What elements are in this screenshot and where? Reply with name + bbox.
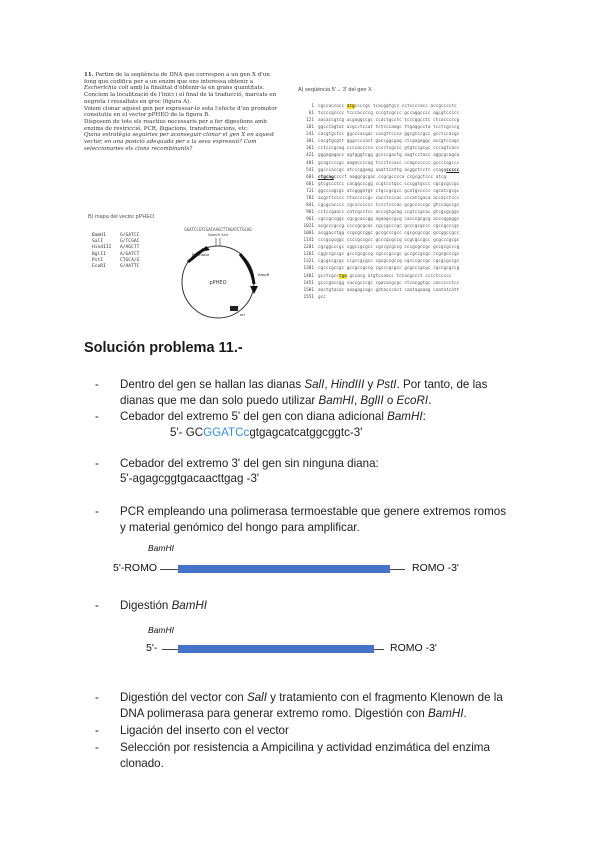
sequence-line-number: 1261 [303, 252, 314, 258]
sequence-line-number: 61 [308, 111, 314, 117]
sequence-line [298, 160, 594, 167]
bullet-dash: - [95, 410, 99, 423]
bullet-dash: - [95, 378, 99, 391]
ori-label: ori [240, 312, 245, 317]
sequence-text: ccccc [446, 167, 460, 173]
schema1-insert-bar [178, 565, 390, 573]
sequence-line-number: 121 [306, 118, 314, 124]
codon-highlight: atg [346, 104, 355, 109]
sequence-line [298, 124, 594, 131]
solution-item-3: - Cebador del extremo 3' del gen sin ninguna diana: [95, 457, 379, 470]
sequence-text: cgccgccggc cgcgcaccgg agaagccgcg cacccgcgcg acccggaggc [318, 217, 460, 222]
bullet-dash: - [95, 505, 99, 518]
sequence-text: ccccgc tcacggtgcc cctccccacc accgcccctc [354, 104, 457, 109]
schema1-bamhi-label: BamHI [148, 543, 174, 553]
sequence-line [298, 251, 594, 258]
sequence-title: A) seqüència 5'→ 3' del gen X [298, 87, 372, 93]
sequence-text: cgcgccgcgc ccgccgcgcc cgcgccgccg cgcccgccgc cgcgcgccgc [318, 259, 460, 265]
primer-forward: 5'- GCGGATCcgtgagcatcatggcggtc-3' [170, 426, 363, 439]
sequence-text: cgccaccacc [318, 104, 347, 109]
sequence-text: cccgcgcggc ccccgccgcc gcccgcgccg ccgcgccgcc gcgcccgcgc [318, 238, 460, 244]
sequence-line [298, 195, 594, 202]
sequence-line [298, 216, 594, 223]
sequence-line [298, 273, 594, 280]
sequence-line-number: 661 [306, 181, 314, 187]
enzyme-row: SalI G/TCGAC [92, 239, 140, 245]
sequence-line [298, 280, 594, 287]
plasmid-map [160, 224, 290, 320]
bullet-dash: - [95, 724, 99, 737]
vector-name: pPHEO [209, 280, 227, 286]
sequence-line-number: 1141 [303, 238, 314, 244]
solution-item-2: - Cebador del extremo 5' del gen con diana adicional BamHI: [95, 410, 426, 423]
sequence-text: cgcgcacccc cgcccccccc tccctcccac gcgcccccgc gtccagccgc [318, 202, 460, 208]
sequence-line-number: 301 [306, 139, 314, 145]
sequence-line [298, 181, 594, 188]
sequence-line [298, 131, 594, 138]
problem-paragraph-3: Disposem de tots els reactius necessaris per a fer digestions amb enzims de restricció, PCR, lligacions, transformacions, etc. [84, 118, 267, 132]
sequence-text: acggacctgg ccgcgccggc gccgcccgcc cgcgcgccgc gccggccgcc [318, 231, 460, 237]
ampr-label: AmpR [258, 272, 270, 277]
ori-box [230, 306, 238, 311]
sequence-text: tccccgcccc tcccaccccg cccgtcgccc gccaggcccc agcgtccccc [318, 111, 460, 117]
enzyme-row: BamHI G/GATCC [92, 233, 140, 238]
sequence-line [298, 209, 594, 216]
sequence-text: ctgcag [318, 174, 334, 180]
sequence-text: gcctcgcc [318, 273, 339, 279]
promoter-label: Promotor [192, 252, 210, 257]
sequence-line-number: 241 [306, 132, 314, 138]
sequence-line-number: 961 [306, 217, 314, 222]
sequence-line [298, 230, 594, 237]
sequence-line [298, 258, 594, 265]
sequence-line-number: 1451 [303, 280, 314, 286]
problem-question: Quina estratègia seguiries per aconseguir clonar el gen X en aquest vector, en una posició adequada per a la seva expressió? Com seleccionaries els clons recombinants? [84, 132, 275, 152]
schema2-bamhi-label: BamHI [148, 625, 174, 635]
bullet-dash: - [95, 741, 99, 754]
sequence-line [298, 294, 594, 301]
enzyme-table [92, 233, 139, 270]
sequence-line-number: 781 [306, 195, 314, 201]
sequence-line [298, 237, 594, 244]
sequence-line-number: 601 [306, 174, 314, 180]
sequence-text: cggccgccgc gcccgcgccg cgcccgccgc gccgccgcgc ccgcgcccgc [318, 252, 460, 258]
sequence-text: ggcccagcgc atcgggatgt ctgccgcgcc gcatgccccc cgcatcgcgc [318, 188, 460, 194]
sequence-text: acgcccgccg ccccgcgcac cgccgcccgc gcccgcgccc cgccgcccgc [318, 224, 460, 230]
sequence-line-number: 421 [306, 153, 314, 159]
problem-statement [84, 72, 280, 152]
sequence-line [298, 223, 594, 230]
enzyme-row: BglII A/GATCT [92, 251, 140, 257]
sequence-line [298, 244, 594, 251]
sequence-text: gcagccccgc aagaccccag tccctccacc ccagcccccc gccccagccc [318, 160, 460, 166]
sequence-line-number: 1201 [303, 245, 314, 251]
schema2-right-end: ROMO -3' [390, 642, 437, 654]
sequence-text: cgcggcccgc cggccgcgcc cgccgcgccg cccgcgccgc gccgcgcccg [318, 245, 460, 251]
solution-item-1: - Dentro del gen se hallan las dianas SalI, HindIII y PstI. Por tanto, de las dianas que me dan solo puedo utilizar BamHI, BglII o EcoRI. [95, 378, 488, 407]
sequence-line-number: 1501 [303, 287, 314, 293]
codon-highlight: tga [338, 273, 347, 279]
solution-item-4: - PCR empleando una polimerasa termoestable que genere extremos romos y material genómico del hongo para amplificar. [95, 505, 507, 534]
solution-item-5: - Digestión BamHI [95, 599, 207, 612]
sequence-line-number: 361 [306, 146, 314, 152]
primer-reverse: 5'-agagcggtgacaacttgag -3' [120, 472, 260, 485]
sequence-text: aacaccgtcg acgaggccgc ccactgcctc tcccggcctc ctcacccccg [318, 118, 460, 124]
sequence-line-number: 901 [306, 209, 314, 215]
problem-paragraph-2: Volem clonar aquest gen per expressar-lo sota l'efecte d'un promotor consitutiu en el vector pPHEO de la figura B. [84, 105, 278, 119]
sequence-line-number: 1381 [303, 266, 314, 272]
schema1-right-end: ROMO -3' [412, 562, 459, 574]
sequence-line-number: 1551 [303, 294, 314, 300]
vector-map-title: B) mapa del vector pPHEO [88, 214, 155, 220]
sequence-text: gtcgccctcc cacggcccgg ccgtcctgcc cccggtgccc cgcgcgccgc [318, 181, 460, 187]
solution-item-7: - Ligación del inserto con el vector [95, 724, 289, 737]
sequence-line [298, 265, 594, 272]
bullet-dash: - [95, 599, 99, 612]
problem-paragraph-1: 11. Partim de la seqüència de DNA que correspon a un gen X d'un fong que codifica per a un enzim que ens interessa obtenir a Escherichia coli amb la finalitat d'obtenir-la en grans quantitats. Conciem la localització de l'inici i el final de la traducció, marcats en negreta i ressaltats en groc (figura A). [84, 72, 277, 105]
sequence-text: gggagagacc agtgggtcgg gccccgactg aagtcctacc aggcgcagca [318, 153, 460, 159]
schema2-left-end: 5'- [146, 642, 158, 654]
sequence-line [298, 117, 594, 124]
sequence-line-number: 721 [306, 188, 314, 194]
sequence-line-number: 1321 [303, 259, 314, 265]
sequence-text: cctcccgcag ccccacccca cccctcgccc gtgtccgcgc cccagtcacc [318, 146, 460, 152]
sequence-line [298, 138, 594, 145]
sequence-line-number: 1081 [303, 231, 314, 237]
sequence-line [298, 110, 594, 117]
sequence-line [298, 188, 594, 195]
solution-title: Solución problema 11.- [84, 340, 243, 356]
enzyme-row: EcoRI G/AATTC [92, 264, 140, 270]
sequence-text: cacgtgcgtt gggccccact gaccggcgag ctcgagaggc accgtccagc [318, 139, 460, 145]
sequence-text: acgcttcccc ttacccccgc cacctcccac cccatcgaca accacctccc [318, 195, 460, 201]
solution-item-6: - Digestión del vector con SalI y tratamiento con el fragmento Klenown de la DNA polimerasa para generar extremo romo. Digestión con BamHI. [95, 691, 503, 720]
mcs-sequence: GGATCCGTCGACAAGCTTAGATCTGCAG [184, 227, 252, 232]
sequence-text: cctccgaacc catcgcctcc acccgtgcag ccgtccgcac gtcgcgcggc [318, 209, 460, 215]
problem-number: 11. [84, 72, 94, 78]
sequence-text: cccct aaggcgcgac ccgcgcccca ccgcgctccc atcg [333, 174, 447, 180]
sequence-line-number: 1021 [303, 224, 314, 230]
sequence-text: ggcccaccgc atcccggaag aaattcattg acggctcctc ccagg [318, 167, 447, 173]
bullet-dash: - [95, 691, 99, 704]
sequence-line [298, 145, 594, 152]
sequence-line-number: 1 [311, 104, 314, 109]
schema2-insert-bar [178, 645, 374, 653]
sequence-line-number: 181 [306, 125, 314, 131]
sequence-line-number: 841 [306, 202, 314, 208]
mcs-label: BamHI SalI [208, 233, 228, 237]
sequence-text: ggcccagtat acgcctccat tctcccaagc ttgaggccta tcctcgcccg [318, 125, 460, 131]
sequence-line-number: 541 [306, 167, 314, 173]
ampr-arrowhead [250, 286, 258, 294]
sequence-text: gcc [318, 294, 326, 300]
sequence-line [298, 152, 594, 159]
sequence-text: cgcccgccgc gccgccgccg cgcccgcgcc gcgcccgcgc cgccgcgccg [318, 266, 460, 272]
sequence-line [298, 202, 594, 209]
enzyme-row: PstI CTGCA/G [92, 257, 140, 263]
sequence-text: aactgtacac aaagagcagc gatacccact caatagaaag caatatcatt [318, 287, 460, 293]
gene-sequence [298, 103, 594, 301]
sequence-text: gcccgaccgg caccgcccgc cgacacgcgc ctcacggtgc caccccctcc [318, 280, 460, 286]
sequence-line-number: 481 [306, 160, 314, 166]
bullet-dash: - [95, 457, 99, 470]
sequence-line [298, 167, 594, 174]
bamhi-site: GGATCc [203, 426, 250, 439]
sequence-line [298, 103, 594, 110]
schema1-left-end: 5'-ROMO [113, 562, 158, 574]
solution-item-8: - Selección por resistencia a Ampicilina y actividad enzimática del enzima clonado. [95, 741, 490, 770]
enzyme-row: HindIII A/AGCTT [92, 245, 140, 251]
sequence-text: gccacg atgtccaacc tctacgccct cccctccccc [346, 273, 452, 279]
sequence-line [298, 287, 594, 294]
sequence-line [298, 174, 594, 181]
sequence-text: cacgtgctcc ggcccacgac cacgttccca ggcgtccgcc gcctccacgc [318, 132, 460, 138]
sequence-line-number: 1401 [303, 273, 314, 279]
